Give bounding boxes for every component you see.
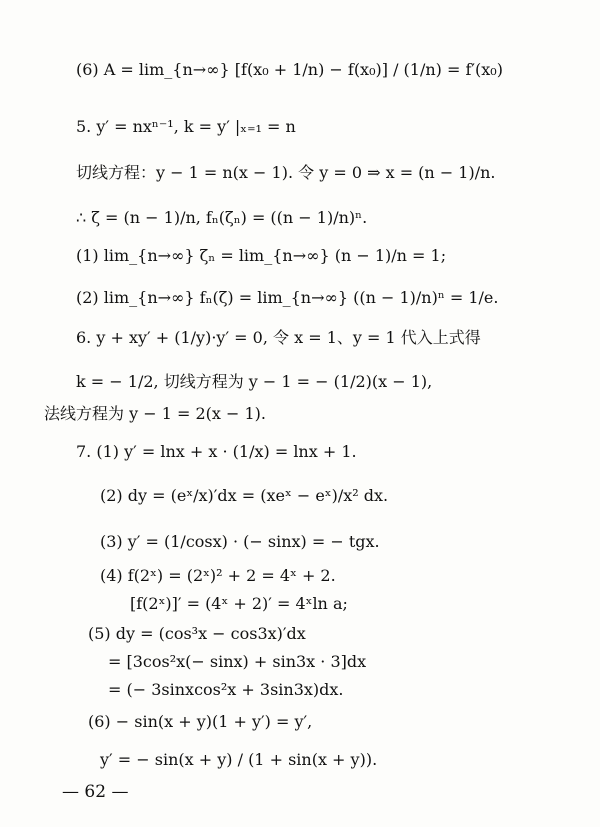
item-6-limit: (6) A = lim_{n→∞} [f(x₀ + 1/n) − f(x₀)] / (1/n) = f′(x₀) xyxy=(76,60,503,79)
item-7-part-5-step-1: = [3cos²x(− sinx) + sin3x · 3]dx xyxy=(108,652,367,671)
normal-line-equation: 法线方程为 y − 1 = 2(x − 1). xyxy=(44,404,266,423)
part-1-limit: (1) lim_{n→∞} ζₙ = lim_{n→∞} (n − 1)/n = 1; xyxy=(76,246,447,265)
item-7-part-3: (3) y′ = (1/cosx) · (− sinx) = − tgx. xyxy=(100,532,380,551)
tangent-line-equation: 切线方程：y − 1 = n(x − 1). 令 y = 0 ⇒ x = (n − 1)/n. xyxy=(76,163,496,182)
part-2-limit: (2) lim_{n→∞} fₙ(ζ) = lim_{n→∞} ((n − 1)/n)ⁿ = 1/e. xyxy=(76,288,499,307)
page-number: — 62 — xyxy=(62,782,129,802)
item-5-derivative: 5. y′ = nxⁿ⁻¹, k = y′ |ₓ₌₁ = n xyxy=(76,117,296,136)
slope-tangent: k = − 1/2, 切线方程为 y − 1 = − (1/2)(x − 1), xyxy=(76,372,433,391)
item-7-part-5: (5) dy = (cos³x − cos3x)′dx xyxy=(88,624,306,643)
item-7-part-6: (6) − sin(x + y)(1 + y′) = y′, xyxy=(88,712,313,731)
item-7-part-5-step-2: = (− 3sinxcos²x + 3sin3x)dx. xyxy=(108,680,344,699)
item-7-part-6-result: y′ = − sin(x + y) / (1 + sin(x + y)). xyxy=(100,750,378,769)
item-7-part-1: 7. (1) y′ = lnx + x · (1/x) = lnx + 1. xyxy=(76,442,357,461)
item-7-part-2: (2) dy = (eˣ/x)′dx = (xeˣ − eˣ)/x² dx. xyxy=(100,486,389,505)
item-7-part-4: (4) f(2ˣ) = (2ˣ)² + 2 = 4ˣ + 2. xyxy=(100,566,336,585)
item-7-part-4-derivative: [f(2ˣ)]′ = (4ˣ + 2)′ = 4ˣln a; xyxy=(130,594,348,613)
item-6-implicit: 6. y + xy′ + (1/y)·y′ = 0, 令 x = 1、y = 1 代入上式得 xyxy=(76,328,481,347)
zeta-definition: ∴ ζ = (n − 1)/n, fₙ(ζₙ) = ((n − 1)/n)ⁿ. xyxy=(76,208,368,227)
